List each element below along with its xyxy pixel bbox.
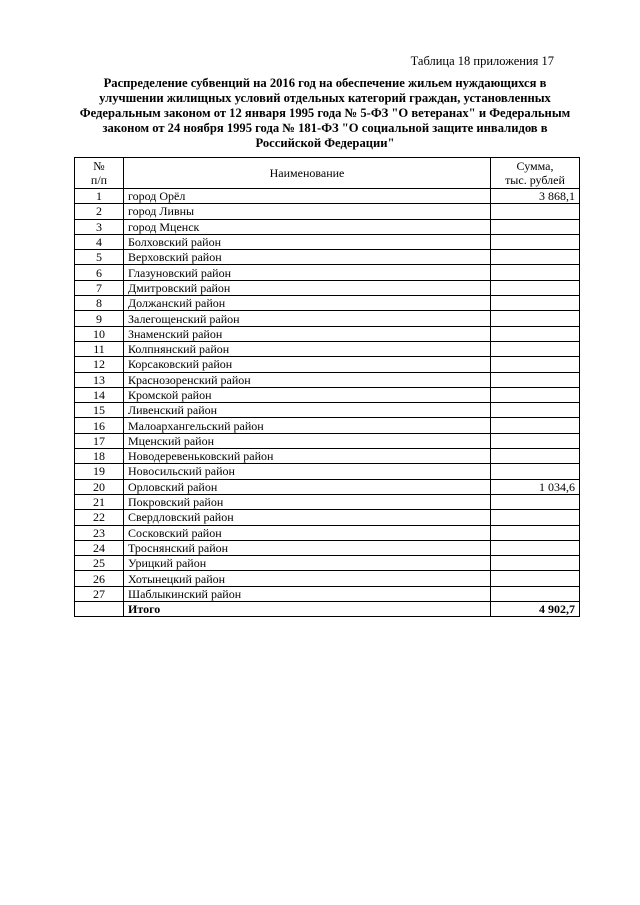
header-sum <box>491 158 580 189</box>
row-num-cell: 27 <box>75 586 124 601</box>
header-num-line2: п/п <box>90 173 108 187</box>
row-sum-cell: 1 034,6 <box>491 479 580 494</box>
row-name-cell: Должанский район <box>124 296 491 311</box>
table-row <box>75 296 580 311</box>
row-sum-cell <box>491 387 580 402</box>
row-num-cell: 24 <box>75 540 124 555</box>
row-num-cell: 22 <box>75 510 124 525</box>
row-name-cell: Ливенский район <box>124 403 491 418</box>
row-sum-cell <box>491 525 580 540</box>
table-row <box>75 418 580 433</box>
row-name-cell: Хотынецкий район <box>124 571 491 586</box>
row-sum-cell <box>491 510 580 525</box>
row-sum-cell <box>491 265 580 280</box>
row-sum-cell: 3 868,1 <box>491 189 580 204</box>
row-num-cell: 10 <box>75 326 124 341</box>
table-body <box>75 189 580 602</box>
table-row <box>75 540 580 555</box>
row-name-cell: Глазуновский район <box>124 265 491 280</box>
row-sum-cell <box>491 433 580 448</box>
row-num-cell: 12 <box>75 357 124 372</box>
row-sum-cell <box>491 280 580 295</box>
row-num-cell: 13 <box>75 372 124 387</box>
table-row <box>75 464 580 479</box>
row-sum-cell <box>491 449 580 464</box>
row-sum-cell <box>491 204 580 219</box>
row-sum-cell <box>491 296 580 311</box>
row-name-cell: город Орёл <box>124 189 491 204</box>
row-num-cell: 5 <box>75 250 124 265</box>
row-sum-cell <box>491 556 580 571</box>
header-sum-line2: тыс. рублей <box>505 173 565 187</box>
row-num-cell: 6 <box>75 265 124 280</box>
row-num-cell: 26 <box>75 571 124 586</box>
table-row <box>75 479 580 494</box>
row-num-cell: 9 <box>75 311 124 326</box>
table-row <box>75 341 580 356</box>
row-name-cell: Урицкий район <box>124 556 491 571</box>
row-name-cell: Новодеревеньковский район <box>124 449 491 464</box>
table-row <box>75 234 580 249</box>
row-sum-cell <box>491 326 580 341</box>
row-name-cell: Болховский район <box>124 234 491 249</box>
table-row <box>75 449 580 464</box>
table-row <box>75 556 580 571</box>
row-sum-cell <box>491 250 580 265</box>
row-name-cell: Корсаковский район <box>124 357 491 372</box>
row-num-cell: 2 <box>75 204 124 219</box>
table-row <box>75 571 580 586</box>
table-caption: Таблица 18 приложения 17 <box>410 54 554 68</box>
row-name-cell: Колпнянский район <box>124 341 491 356</box>
row-name-cell: город Мценск <box>124 219 491 234</box>
row-sum-cell <box>491 372 580 387</box>
table-row <box>75 326 580 341</box>
table-row <box>75 433 580 448</box>
table-row <box>75 510 580 525</box>
row-name-cell: Дмитровский район <box>124 280 491 295</box>
row-name-cell: Орловский район <box>124 479 491 494</box>
table-row <box>75 250 580 265</box>
row-num-cell: 15 <box>75 403 124 418</box>
row-name-cell: Новосильский район <box>124 464 491 479</box>
row-name-cell: Свердловский район <box>124 510 491 525</box>
table-row <box>75 189 580 204</box>
row-num-cell: 16 <box>75 418 124 433</box>
table-row <box>75 357 580 372</box>
subvention-table <box>74 157 580 617</box>
header-num <box>75 158 124 189</box>
row-sum-cell <box>491 357 580 372</box>
total-label: Итого <box>124 602 491 617</box>
table-header-row <box>75 158 580 189</box>
row-sum-cell <box>491 540 580 555</box>
row-num-cell: 11 <box>75 341 124 356</box>
header-name: Наименование <box>124 158 491 189</box>
row-name-cell: город Ливны <box>124 204 491 219</box>
total-sum: 4 902,7 <box>491 602 580 617</box>
row-sum-cell <box>491 418 580 433</box>
table-row <box>75 219 580 234</box>
row-name-cell: Залегощенский район <box>124 311 491 326</box>
table-row <box>75 387 580 402</box>
row-num-cell: 23 <box>75 525 124 540</box>
row-num-cell: 3 <box>75 219 124 234</box>
row-num-cell: 4 <box>75 234 124 249</box>
row-num-cell: 19 <box>75 464 124 479</box>
row-name-cell: Верховский район <box>124 250 491 265</box>
table-row <box>75 403 580 418</box>
row-num-cell: 7 <box>75 280 124 295</box>
row-name-cell: Малоархангельский район <box>124 418 491 433</box>
row-num-cell: 25 <box>75 556 124 571</box>
table-row <box>75 586 580 601</box>
row-name-cell: Шаблыкинский район <box>124 586 491 601</box>
table-row <box>75 494 580 509</box>
table-row <box>75 265 580 280</box>
row-num-cell: 17 <box>75 433 124 448</box>
row-num-cell: 20 <box>75 479 124 494</box>
row-sum-cell <box>491 341 580 356</box>
row-sum-cell <box>491 219 580 234</box>
row-num-cell: 8 <box>75 296 124 311</box>
table-row <box>75 372 580 387</box>
row-sum-cell <box>491 571 580 586</box>
header-sum-line1: Сумма, <box>516 159 554 173</box>
row-num-cell: 1 <box>75 189 124 204</box>
document-title: Распределение субвенций на 2016 год на обеспечение жильем нуждающихся в улучшении жилищных условий отдельных категорий граждан, установленных Федеральным законом от 12 января 1995 года № 5-ФЗ "О ветеранах" и Федеральным законом от 24 ноября 1995 года № 181-ФЗ "О социальной защите инвалидов в Российской Федерации" <box>79 76 571 150</box>
row-name-cell: Покровский район <box>124 494 491 509</box>
row-num-cell: 14 <box>75 387 124 402</box>
header-num-line1: № <box>93 159 105 173</box>
table-row <box>75 525 580 540</box>
row-sum-cell <box>491 234 580 249</box>
row-name-cell: Знаменский район <box>124 326 491 341</box>
row-name-cell: Кромской район <box>124 387 491 402</box>
row-sum-cell <box>491 464 580 479</box>
row-sum-cell <box>491 403 580 418</box>
row-name-cell: Мценский район <box>124 433 491 448</box>
row-name-cell: Краснозоренский район <box>124 372 491 387</box>
row-num-cell: 18 <box>75 449 124 464</box>
total-row <box>75 602 580 617</box>
row-sum-cell <box>491 311 580 326</box>
row-name-cell: Троснянский район <box>124 540 491 555</box>
row-sum-cell <box>491 586 580 601</box>
table-row <box>75 280 580 295</box>
total-num-cell <box>75 602 124 617</box>
table-row <box>75 204 580 219</box>
table-row <box>75 311 580 326</box>
row-num-cell: 21 <box>75 494 124 509</box>
row-sum-cell <box>491 494 580 509</box>
row-name-cell: Сосковский район <box>124 525 491 540</box>
